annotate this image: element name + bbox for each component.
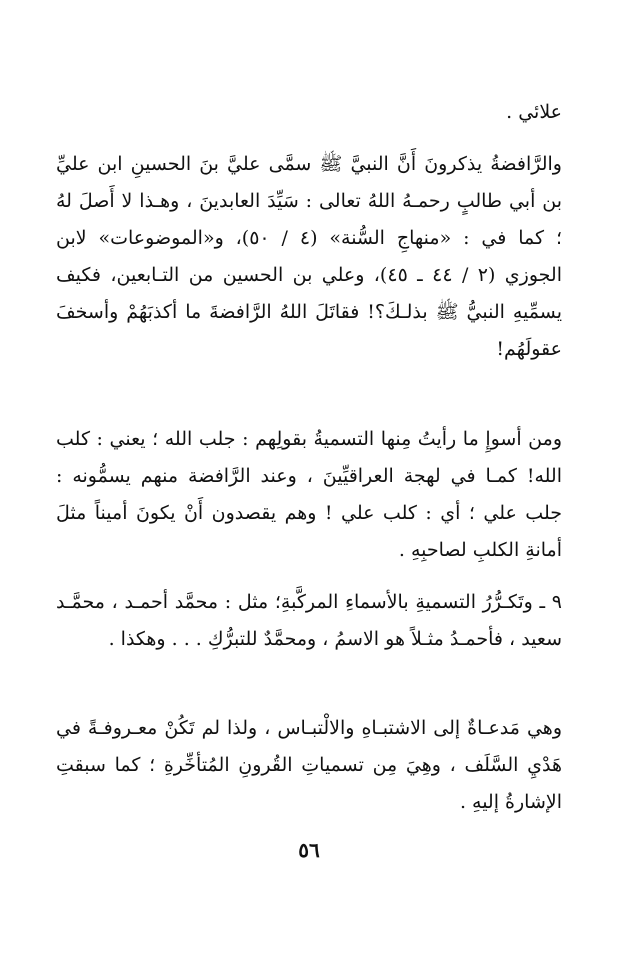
paragraph-text: والرَّافضةُ يذكرونَ أَنَّ النبيَّ ﷺ سمَّى عليَّ بنَ الحسينِ ابن عليِّ بن أبي طالبٍ رحمـهُ اللهُ تعالى : سَيِّدَ العابدينَ ، وهـذا لا أَصلَ لهُ ؛ كما في : «منهاجِ السُّنة» (٤ / ٥٠)، و«الموضوعات» لابن الجوزي (٢ / ٤٤ ـ ٤٥)، وعلي بن الحسين من التـابعين، فكيف يسمِّيهِ النبيُّ ﷺ بذلـكَ؟! فقاتَلَ اللهُ الرَّافضةَ ما أكذبَهُمْ وأسخفَ عقولَهُم!: [56, 153, 562, 360]
paragraph-text: ومن أسوإِ ما رأيتُ مِنها التسميةُ بقولِهم : جلب الله ؛ يعني : كلب الله! كمـا في لهجة العراقيِّينَ ، وعند الرَّافضة منهم يسمُّونه : جلب علي ؛ أي : كلب علي ! وهم يقصدون أَنْ يكونَ أميناً مثلَ أمانةِ الكلبِ لصاحبِهِ .: [56, 428, 562, 561]
paragraph-text: علائي .: [506, 101, 562, 123]
paragraph-4: [56, 584, 562, 658]
paragraph-text: وهي مَدعـاةٌ إلى الاشتبـاهِ والالْتبـاس ، ولذا لم تَكُنْ معـروفـةً في هَدْيِ السَّلَف ، وهِيَ مِن تسمياتِ القُرونِ المُتأخِّرةِ ؛ كما سبقتِ الإشارةُ إليهِ .: [56, 717, 562, 813]
paragraph-text: ٩ ـ وتَكـرُّرُ التسميةِ بالأسماءِ المركَّبةِ؛ مثل : محمَّد أحمـد ، محمَّـد سعيد ، فأحمـدُ مثـلاً هو الاسمُ ، ومحمَّدٌ للتبرُّكِ . . . وهكذا .: [56, 591, 562, 650]
paragraph-3: [56, 421, 562, 569]
paragraph-1: [56, 94, 562, 131]
paragraph-2: [56, 146, 562, 368]
page-number: ٥٦: [298, 838, 320, 862]
paragraph-5: [56, 710, 562, 821]
